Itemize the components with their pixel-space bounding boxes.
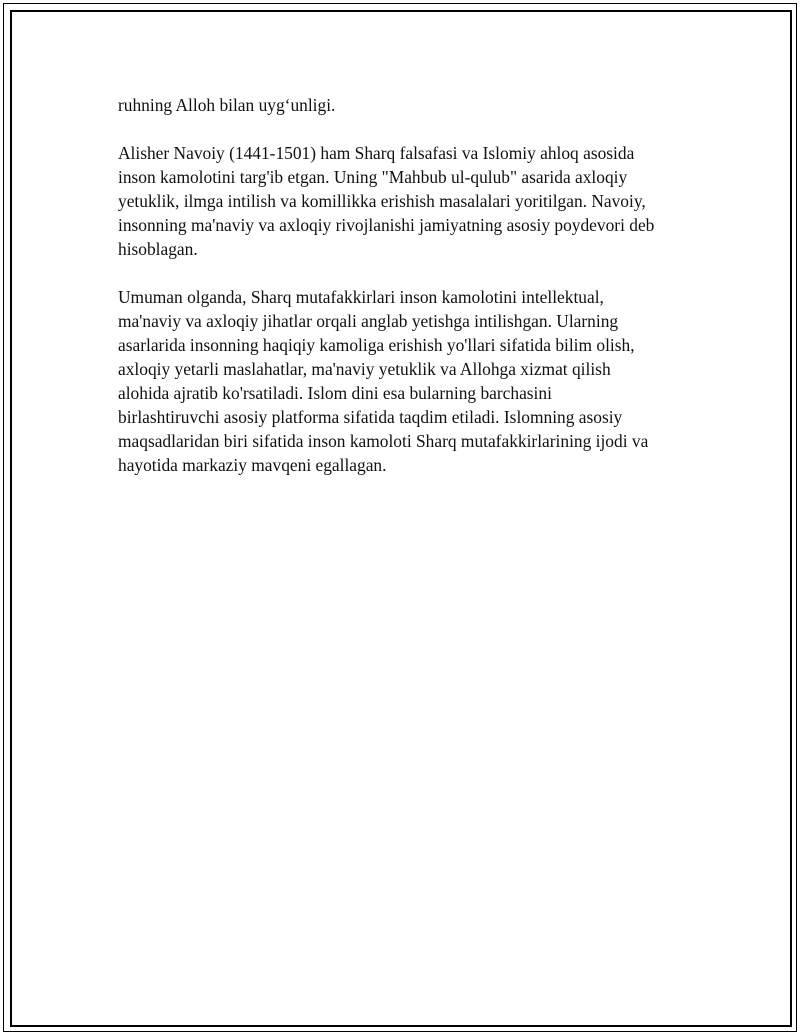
document-body [118, 93, 698, 501]
text-line: hisoblagan. [118, 239, 198, 259]
text-line: alohida ajratib ko'rsatiladi. Islom dini esa bularning barchasini [118, 383, 552, 403]
text-line: hayotida markaziy mavqeni egallagan. [118, 455, 387, 475]
text-line: birlashtiruvchi asosiy platforma sifatida taqdim etiladi. Islomning asosiy [118, 407, 623, 427]
text-line: ruhning Alloh bilan uyg‘unligi. [118, 95, 336, 115]
paragraph-2 [118, 141, 698, 261]
paragraph-1 [118, 93, 698, 117]
text-line: ma'naviy va axloqiy jihatlar orqali anglab yetishga intilishgan. Ularning [118, 311, 619, 331]
paragraph-3 [118, 285, 698, 477]
text-line: yetuklik, ilmga intilish va komillikka erishish masalalari yoritilgan. Navoiy, [118, 191, 646, 211]
text-line: axloqiy yetarli maslahatlar, ma'naviy yetuklik va Allohga xizmat qilish [118, 359, 611, 379]
text-line: inson kamolotini targ'ib etgan. Uning "Mahbub ul-qulub" asarida axloqiy [118, 167, 628, 187]
text-line: insonning ma'naviy va axloqiy rivojlanishi jamiyatning asosiy poydevori deb [118, 215, 655, 235]
text-line: asarlarida insonning haqiqiy kamoliga erishish yo'llari sifatida bilim olish, [118, 335, 635, 355]
text-line: maqsadlaridan biri sifatida inson kamoloti Sharq mutafakkirlarining ijodi va [118, 431, 649, 451]
text-line: Alisher Navoiy (1441-1501) ham Sharq falsafasi va Islomiy ahloq asosida [118, 143, 635, 163]
text-line: Umuman olganda, Sharq mutafakkirlari inson kamolotini intellektual, [118, 287, 604, 307]
